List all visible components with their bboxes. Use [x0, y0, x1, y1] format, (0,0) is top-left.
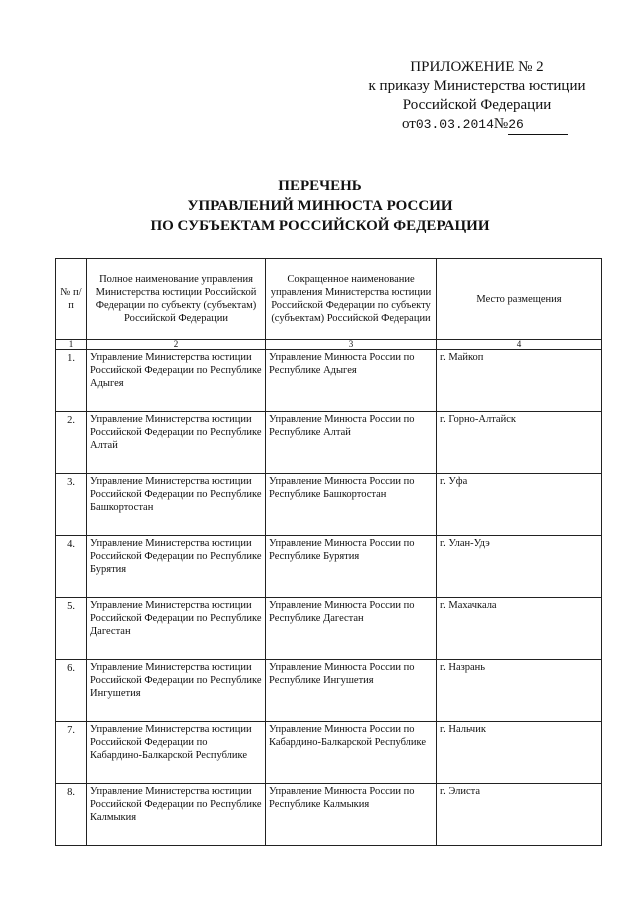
- full-name-cell: Управление Министерства юстиции Российской Федерации по Республике Башкортостан: [87, 474, 266, 536]
- table-row: [56, 474, 602, 536]
- full-name-cell: Управление Министерства юстиции Российской Федерации по Республике Дагестан: [87, 598, 266, 660]
- location-cell: г. Назрань: [437, 660, 602, 722]
- table-row: [56, 784, 602, 846]
- short-name-cell: Управление Минюста России по Республике Адыгея: [266, 350, 437, 412]
- location-cell: г. Элиста: [437, 784, 602, 846]
- full-name-cell: Управление Министерства юстиции Российской Федерации по Республике Адыгея: [87, 350, 266, 412]
- short-name-cell: Управление Минюста России по Республике Алтай: [266, 412, 437, 474]
- col-number: 3: [266, 340, 437, 350]
- location-cell: г. Уфа: [437, 474, 602, 536]
- row-number: 1.: [56, 350, 87, 412]
- header-full-name: Полное наименование управления Министерства юстиции Российской Федерации по субъекту (субъектам) Российской Федерации: [87, 259, 266, 340]
- header-short-name: Сокращенное наименование управления Министерства юстиции Российской Федерации по субъекту (субъектам) Российской Федерации: [266, 259, 437, 340]
- table-row: [56, 598, 602, 660]
- row-number: 3.: [56, 474, 87, 536]
- header-num: № п/п: [56, 259, 87, 340]
- number-prefix: №: [493, 116, 509, 132]
- table-header-row: [56, 259, 602, 340]
- full-name-cell: Управление Министерства юстиции Российской Федерации по Кабардино-Балкарской Республике: [87, 722, 266, 784]
- full-name-cell: Управление Министерства юстиции Российской Федерации по Республике Ингушетия: [87, 660, 266, 722]
- full-name-cell: Управление Министерства юстиции Российской Федерации по Республике Бурятия: [87, 536, 266, 598]
- appendix-title: ПРИЛОЖЕНИЕ № 2: [410, 59, 544, 75]
- row-number: 5.: [56, 598, 87, 660]
- row-number: 4.: [56, 536, 87, 598]
- table-row: [56, 412, 602, 474]
- short-name-cell: Управление Минюста России по Республике Дагестан: [266, 598, 437, 660]
- date-prefix: от: [402, 116, 416, 132]
- order-number: 26: [508, 117, 524, 132]
- table-row: [56, 722, 602, 784]
- header-location: Место размещения: [437, 259, 602, 340]
- departments-table: [55, 258, 602, 846]
- location-cell: г. Нальчик: [437, 722, 602, 784]
- short-name-cell: Управление Минюста России по Республике Бурятия: [266, 536, 437, 598]
- location-cell: г. Улан-Удэ: [437, 536, 602, 598]
- location-cell: г. Майкоп: [437, 350, 602, 412]
- row-number: 2.: [56, 412, 87, 474]
- row-number: 7.: [56, 722, 87, 784]
- appendix-federation-line: Российской Федерации: [402, 97, 552, 113]
- document-title: [0, 176, 640, 236]
- appendix-header: [352, 58, 602, 135]
- title-line-1: ПЕРЕЧЕНЬ: [278, 178, 362, 194]
- full-name-cell: Управление Министерства юстиции Российской Федерации по Республике Калмыкия: [87, 784, 266, 846]
- short-name-cell: Управление Минюста России по Республике Ингушетия: [266, 660, 437, 722]
- table-row: [56, 536, 602, 598]
- title-line-3: ПО СУБЪЕКТАМ РОССИЙСКОЙ ФЕДЕРАЦИИ: [150, 218, 490, 234]
- short-name-cell: Управление Минюста России по Республике Башкортостан: [266, 474, 437, 536]
- table-row: [56, 350, 602, 412]
- col-number: 4: [437, 340, 602, 350]
- short-name-cell: Управление Минюста России по Кабардино-Балкарской Республике: [266, 722, 437, 784]
- col-number: 1: [56, 340, 87, 350]
- appendix-order-line: к приказу Министерства юстиции: [368, 78, 586, 94]
- title-line-2: УПРАВЛЕНИЙ МИНЮСТА РОССИИ: [187, 198, 453, 214]
- location-cell: г. Махачкала: [437, 598, 602, 660]
- short-name-cell: Управление Минюста России по Республике Калмыкия: [266, 784, 437, 846]
- row-number: 8.: [56, 784, 87, 846]
- row-number: 6.: [56, 660, 87, 722]
- location-cell: г. Горно-Алтайск: [437, 412, 602, 474]
- table-row: [56, 660, 602, 722]
- col-number: 2: [87, 340, 266, 350]
- full-name-cell: Управление Министерства юстиции Российской Федерации по Республике Алтай: [87, 412, 266, 474]
- order-date: 03.03.2014: [415, 117, 494, 132]
- column-number-row: [56, 340, 602, 350]
- order-date-number: [352, 115, 602, 135]
